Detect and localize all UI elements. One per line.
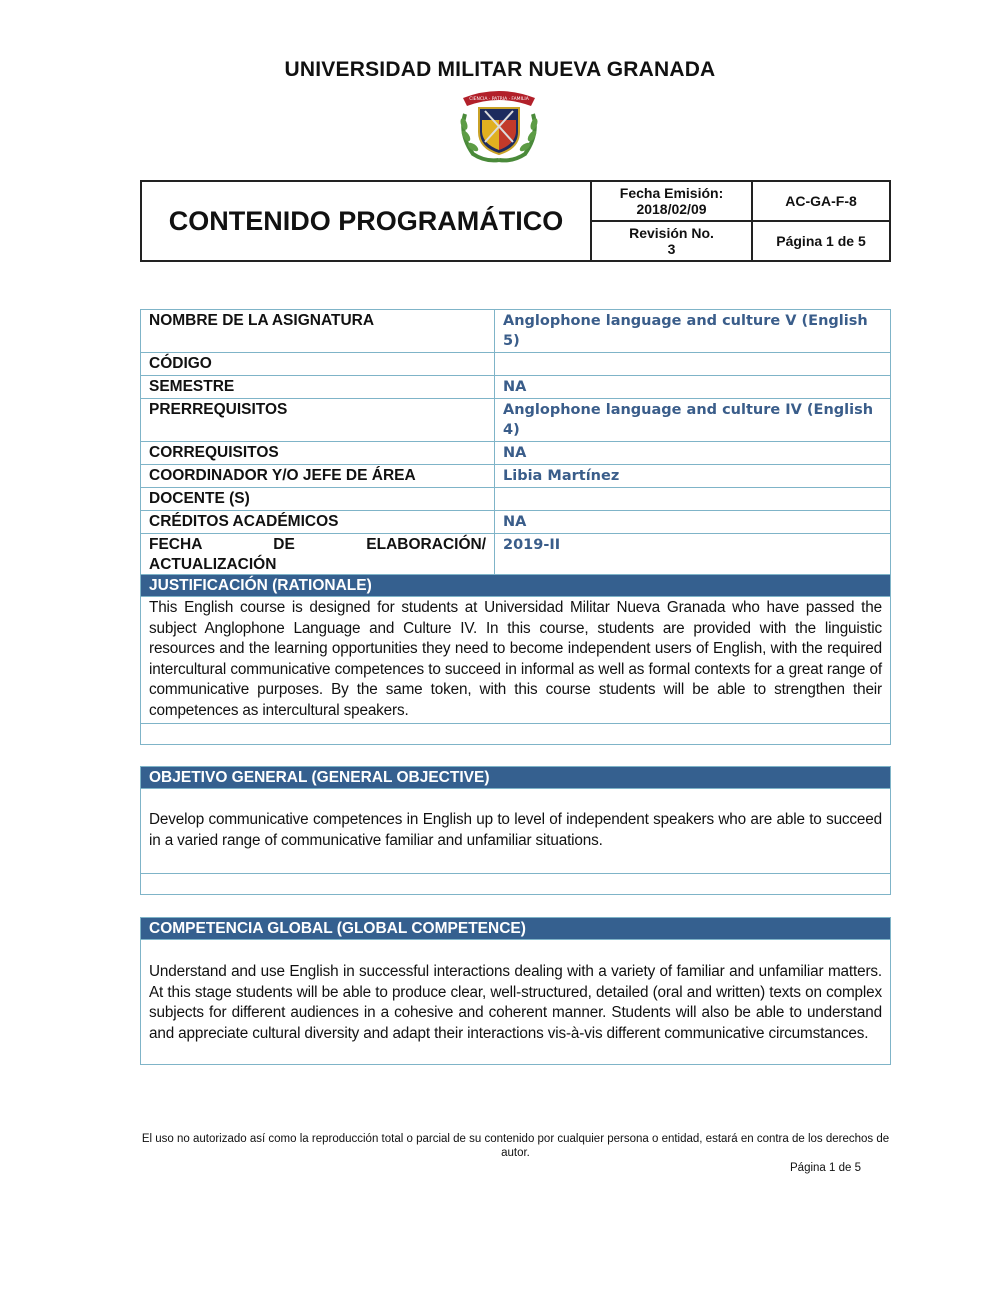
section-heading: COMPETENCIA GLOBAL (GLOBAL COMPETENCE) — [141, 918, 890, 940]
info-value: Anglophone language and culture V (English 5) — [495, 310, 891, 353]
info-value — [495, 353, 891, 376]
section-empty-row — [141, 723, 890, 744]
section-text: Understand and use English in successful interactions dealing with a variety of familiar and unfamiliar matters. At this stage students will be able to produce clear, well-structured, detailed (oral and written) texts on complex subjects for different audiences in a cohesive and coherent manner. Students will also be able to understand and appreciate cultural diversity and adapt their interactions vis-à-vis different communicative circumstances. — [149, 963, 882, 1042]
document-title: CONTENIDO PROGRAMÁTICO — [168, 205, 564, 236]
issue-date-label: Fecha Emisión: — [619, 185, 724, 201]
info-value — [495, 488, 891, 511]
section-heading: JUSTIFICACIÓN (RATIONALE) — [141, 575, 890, 597]
info-value: 2019-II — [495, 534, 891, 577]
copyright-note: El uso no autorizado así como la reproducción total o parcial de su contenido por cualquier persona o entidad, estará en contra de los derechos de autor. — [141, 1133, 890, 1159]
table-row — [141, 353, 891, 376]
table-row — [141, 399, 891, 442]
revision-number: 3 — [667, 241, 676, 257]
footer-page-number: Página 1 de 5 — [790, 1162, 861, 1174]
info-label: PRERREQUISITOS — [141, 399, 495, 442]
table-row — [141, 310, 891, 353]
issue-date-cell — [590, 182, 751, 222]
table-row — [141, 376, 891, 399]
info-label: CÓDIGO — [141, 353, 495, 376]
section-empty-row — [141, 873, 890, 894]
global-competence-section — [140, 917, 891, 1065]
info-label: COORDINADOR Y/O JEFE DE ÁREA — [141, 465, 495, 488]
section-text: This English course is designed for students at Universidad Militar Nueva Granada who have passed the subject Anglophone Language and Culture IV. In this course, students are provided with the linguistic resources and the learning opportunities they need to become independent users of English, with the required intercultural communicative competences to succeed in informal as well as formal contexts for a great range of communicative purposes. By the same token, with this course students will be able to strengthen their competences as intercultural speakers. — [149, 599, 882, 719]
table-row — [141, 465, 891, 488]
course-info-table — [140, 309, 891, 577]
info-label: DOCENTE (S) — [141, 488, 495, 511]
info-label-line: FECHA DE ELABORACIÓN/ — [149, 536, 486, 553]
table-row — [141, 511, 891, 534]
info-value: NA — [495, 511, 891, 534]
issue-date-value: 2018/02/09 — [636, 201, 707, 217]
document-header-box — [140, 180, 891, 262]
info-label: NOMBRE DE LA ASIGNATURA — [141, 310, 495, 353]
table-row — [141, 488, 891, 511]
header-page-number: Página 1 de 5 — [751, 222, 889, 260]
table-row — [141, 534, 891, 577]
info-label-line: ACTUALIZACIÓN — [149, 556, 277, 573]
info-label: SEMESTRE — [141, 376, 495, 399]
info-value: Libia Martínez — [495, 465, 891, 488]
svg-text:CIENCIA · PATRIA · FAMILIA: CIENCIA · PATRIA · FAMILIA — [469, 97, 529, 102]
info-label: CRÉDITOS ACADÉMICOS — [141, 511, 495, 534]
document-code: AC-GA-F-8 — [751, 182, 889, 222]
revision-label: Revisión No. — [629, 225, 714, 241]
info-value: Anglophone language and culture IV (English 4) — [495, 399, 891, 442]
info-value: NA — [495, 376, 891, 399]
revision-cell — [590, 222, 751, 260]
info-label-date — [141, 534, 495, 577]
university-crest-logo — [455, 84, 543, 164]
table-row — [141, 442, 891, 465]
section-heading: OBJETIVO GENERAL (GENERAL OBJECTIVE) — [141, 767, 890, 789]
justification-section — [140, 574, 891, 745]
info-value: NA — [495, 442, 891, 465]
general-objective-section — [140, 766, 891, 895]
university-title: UNIVERSIDAD MILITAR NUEVA GRANADA — [284, 58, 716, 81]
section-text: Develop communicative competences in English up to level of independent speakers who are able to succeed in a varied range of communicative familiar and unfamiliar situations. — [149, 811, 882, 849]
info-label: CORREQUISITOS — [141, 442, 495, 465]
